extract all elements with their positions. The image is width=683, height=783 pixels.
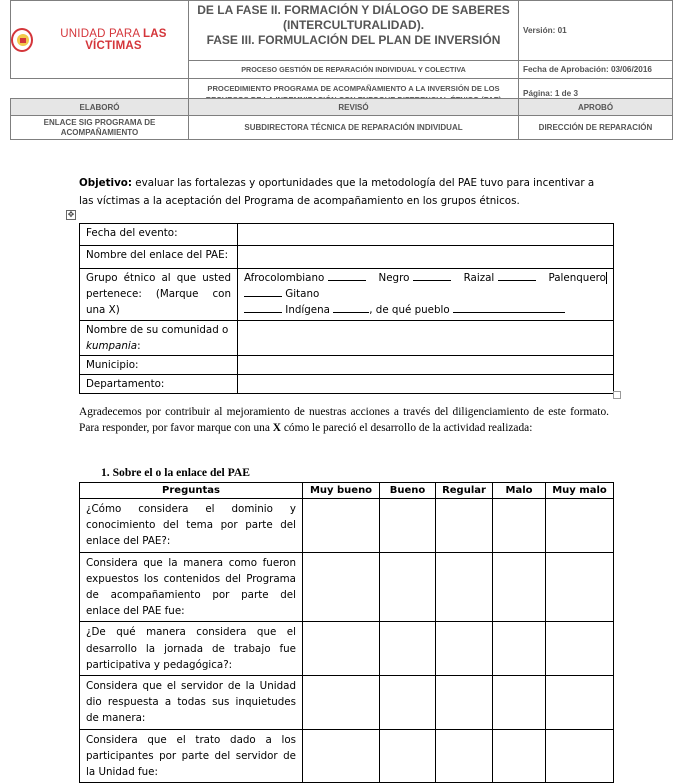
col-regular: Regular — [436, 483, 493, 499]
col-muy-bueno: Muy bueno — [303, 483, 380, 499]
blank-indigena-mark[interactable] — [333, 303, 369, 313]
enlace-field[interactable] — [238, 246, 614, 269]
option-raizal: Raizal — [463, 272, 495, 284]
blank-gitano[interactable] — [244, 287, 282, 297]
elaboro-value: ENLACE SIG PROGRAMA DE ACOMPAÑAMIENTO — [11, 116, 189, 140]
municipio-field[interactable] — [238, 356, 614, 375]
table-move-handle-icon[interactable]: ✥ — [67, 210, 75, 219]
signature-table — [10, 98, 673, 140]
procedure-name: PROCEDIMIENTO PROGRAMA DE ACOMPAÑAMIENTO A LA INVERSIÓN DE LOS — [189, 79, 519, 109]
answer-cell[interactable] — [546, 729, 614, 783]
ethnic-options-line-2 — [244, 286, 607, 302]
answer-cell[interactable] — [436, 676, 493, 730]
municipio-label: Municipio: — [80, 356, 238, 375]
col-bueno: Bueno — [380, 483, 436, 499]
grupo-etnico-options[interactable] — [238, 269, 614, 321]
version: Versión: 01 — [519, 1, 673, 61]
answer-cell[interactable] — [546, 622, 614, 676]
comunidad-label: Nombre de su comunidad o kumpania: — [80, 321, 238, 356]
logo-text: UNIDAD PARA LAS VÍCTIMAS — [60, 27, 167, 52]
text-cursor — [606, 272, 607, 284]
answer-cell[interactable] — [303, 552, 380, 622]
reviso-value: SUBDIRECTORA TÉCNICA DE REPARACIÓN INDIVIDUAL — [189, 116, 519, 140]
fecha-field[interactable] — [238, 224, 614, 246]
table-row — [80, 729, 614, 783]
answer-cell[interactable] — [380, 676, 436, 730]
coat-of-arms-icon — [11, 28, 33, 52]
table-resize-handle[interactable] — [613, 391, 621, 399]
comunidad-field[interactable] — [238, 321, 614, 356]
answer-cell[interactable] — [303, 499, 380, 553]
answer-cell[interactable] — [380, 729, 436, 783]
answer-cell[interactable] — [493, 729, 546, 783]
instructions-paragraph: Agradecemos por contribuir al mejoramiento de nuestras acciones a través del diligenciamiento de este formato. Para responder, por favor marque con una X cómo le pareció el desarrollo de la actividad realizada: — [79, 406, 609, 434]
objective-label: Objetivo: — [79, 177, 132, 189]
answer-cell[interactable] — [546, 552, 614, 622]
answer-cell[interactable] — [380, 622, 436, 676]
table-row — [80, 676, 614, 730]
grupo-etnico-label: Grupo étnico al que usted pertenece: (Marque con una X) — [80, 269, 238, 321]
col-preguntas: Preguntas — [80, 483, 303, 499]
section-1-heading: 1. Sobre el o la enlace del PAE — [101, 466, 250, 479]
answer-cell[interactable] — [436, 622, 493, 676]
departamento-label: Departamento: — [80, 375, 238, 394]
option-negro: Negro — [378, 272, 410, 284]
option-palenquero: Palenquero — [548, 272, 606, 284]
option-gitano: Gitano — [285, 288, 320, 300]
answer-cell[interactable] — [546, 499, 614, 553]
title-line-3: FASE III. FORMULACIÓN DEL PLAN DE INVERSIÓN — [206, 33, 501, 48]
option-indigena: Indígena — [285, 304, 330, 316]
objective-paragraph — [79, 174, 609, 210]
elaboro-label: ELABORÓ — [11, 99, 189, 116]
blank-indigena[interactable] — [244, 303, 282, 313]
title-line-1: DE LA FASE II. FORMACIÓN Y DIÁLOGO DE SABERES — [197, 3, 510, 18]
ethnic-options-line-3 — [244, 302, 607, 318]
document-header — [10, 0, 673, 109]
title-line-2: (INTERCULTURALIDAD). — [282, 18, 425, 33]
table-row — [80, 499, 614, 553]
event-info-table — [79, 223, 614, 394]
question-3: ¿De qué manera considera que el desarrollo la jornada de trabajo fue participativa y pedagógica?: — [80, 622, 303, 676]
departamento-field[interactable] — [238, 375, 614, 394]
answer-cell[interactable] — [380, 499, 436, 553]
fecha-label: Fecha del evento: — [80, 224, 238, 246]
logo-cell — [11, 1, 189, 79]
answer-cell[interactable] — [546, 676, 614, 730]
question-2: Considera que la manera como fueron expuestos los contenidos del Programa de acompañamiento por parte del enlace del PAE fue: — [80, 552, 303, 622]
blank-pueblo[interactable] — [453, 303, 565, 313]
question-4: Considera que el servidor de la Unidad dio respuesta a todas sus inquietudes de manera: — [80, 676, 303, 730]
enlace-label: Nombre del enlace del PAE: — [80, 246, 238, 269]
answer-cell[interactable] — [436, 552, 493, 622]
answer-cell[interactable] — [493, 499, 546, 553]
ethnic-options-line-1 — [244, 270, 607, 286]
aprobo-label: APROBÓ — [519, 99, 673, 116]
col-malo: Malo — [493, 483, 546, 499]
answer-cell[interactable] — [436, 729, 493, 783]
answer-cell[interactable] — [303, 676, 380, 730]
table-row — [80, 622, 614, 676]
answer-cell[interactable] — [493, 622, 546, 676]
reviso-label: REVISÓ — [189, 99, 519, 116]
blank-afrocolombiano[interactable] — [328, 271, 366, 281]
answer-cell[interactable] — [303, 622, 380, 676]
question-1: ¿Cómo considera el dominio y conocimiento del tema por parte del enlace del PAE?: — [80, 499, 303, 553]
table-row — [80, 552, 614, 622]
question-5: Considera que el trato dado a los participantes por parte del servidor de la Unidad fue: — [80, 729, 303, 783]
document-title — [189, 1, 519, 61]
page-number: Página: 1 de 3 — [519, 79, 673, 109]
process-name: PROCESO GESTIÓN DE REPARACIÓN INDIVIDUAL Y COLECTIVA — [189, 60, 519, 78]
blank-raizal[interactable] — [498, 271, 536, 281]
option-afrocolombiano: Afrocolombiano — [244, 272, 325, 284]
answer-cell[interactable] — [436, 499, 493, 553]
aprobo-value: DIRECCIÓN DE REPARACIÓN — [519, 116, 673, 140]
unidad-victimas-logo — [11, 28, 188, 52]
answer-cell[interactable] — [380, 552, 436, 622]
col-muy-malo: Muy malo — [546, 483, 614, 499]
objective-text: evaluar las fortalezas y oportunidades que la metodología del PAE tuvo para incentivar a las víctimas a la aceptación del Programa de acompañamiento en los grupos étnicos. — [79, 177, 595, 207]
answer-cell[interactable] — [493, 552, 546, 622]
survey-table — [79, 482, 614, 783]
blank-negro[interactable] — [413, 271, 451, 281]
answer-cell[interactable] — [493, 676, 546, 730]
option-pueblo: , de qué pueblo — [369, 304, 450, 316]
approval-date: Fecha de Aprobación: 03/06/2016 — [519, 60, 673, 78]
answer-cell[interactable] — [303, 729, 380, 783]
